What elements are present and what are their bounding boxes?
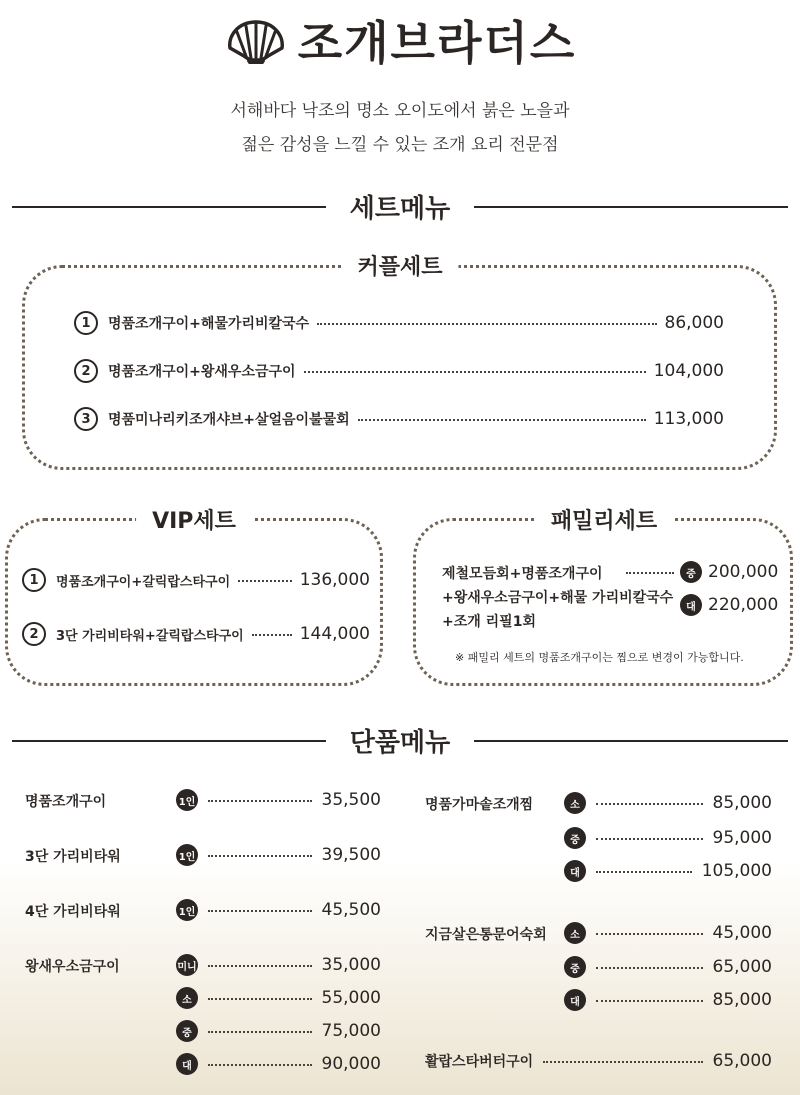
item-price: 113,000 xyxy=(653,409,724,429)
set-menu-header xyxy=(0,188,800,225)
family-set-note: ※ 패밀리 세트의 명품조개구이는 찜으로 변경이 가능합니다. xyxy=(455,651,744,664)
item-number: 2 xyxy=(22,622,46,646)
item-number: 1 xyxy=(22,568,46,592)
dot-leader xyxy=(596,933,703,935)
single-price: 85,000 xyxy=(712,793,772,813)
dot-leader xyxy=(317,323,656,325)
vip-set-title: VIP세트 xyxy=(136,504,252,535)
dot-leader xyxy=(543,1061,702,1063)
item-number: 3 xyxy=(74,407,98,431)
dot-leader xyxy=(252,634,292,636)
item-number: 1 xyxy=(74,311,98,335)
vip-set-box xyxy=(5,518,383,686)
single-price: 105,000 xyxy=(701,861,772,881)
item-name: 3단 가리비타워+갈릭랍스타구이 xyxy=(56,628,244,644)
single-price: 85,000 xyxy=(712,990,772,1010)
dot-leader xyxy=(238,580,292,582)
family-set-line: +조개 리필1회 xyxy=(442,614,536,630)
single-price: 90,000 xyxy=(321,1054,381,1074)
couple-set-title: 커플세트 xyxy=(341,250,458,281)
family-price-row xyxy=(680,561,778,583)
size-badge: 대 xyxy=(680,594,702,616)
single-menu-title: 단품메뉴 xyxy=(349,728,451,758)
item-name: 명품조개구이+왕새우소금구이 xyxy=(108,364,296,380)
family-price: 200,000 xyxy=(708,562,779,582)
dot-leader xyxy=(208,1064,312,1066)
dot-leader xyxy=(596,967,703,969)
size-badge: 소 xyxy=(176,987,198,1009)
size-badge: 대 xyxy=(176,1053,198,1075)
shell-icon xyxy=(224,16,288,64)
couple-set-item xyxy=(74,359,724,383)
single-price-row xyxy=(176,954,381,976)
tagline-line-1: 서해바다 낙조의 명소 오이도에서 붉은 노을과 xyxy=(230,101,570,121)
single-price: 45,000 xyxy=(712,923,772,943)
size-badge: 1인 xyxy=(176,844,198,866)
single-price: 75,000 xyxy=(321,1021,381,1041)
single-price: 65,000 xyxy=(712,1051,772,1071)
dot-leader xyxy=(596,871,692,873)
set-menu-title: 세트메뉴 xyxy=(349,194,451,224)
single-item-name: 왕새우소금구이 xyxy=(25,959,120,975)
item-price: 144,000 xyxy=(299,624,370,644)
divider xyxy=(474,206,788,208)
item-name: 명품조개구이+갈릭랍스타구이 xyxy=(56,574,231,590)
single-price: 55,000 xyxy=(321,988,381,1008)
single-item-name: 3단 가리비타워 xyxy=(25,849,121,865)
single-price-row xyxy=(564,860,772,882)
vip-set-item xyxy=(22,622,370,646)
dot-leader xyxy=(208,910,312,912)
single-price-row xyxy=(176,1020,381,1042)
size-badge: 1인 xyxy=(176,899,198,921)
single-item-name: 명품조개구이 xyxy=(25,794,107,810)
family-set-title: 패밀리세트 xyxy=(535,504,673,535)
dot-leader xyxy=(208,800,312,802)
family-price: 220,000 xyxy=(708,595,779,615)
family-price-row xyxy=(680,594,778,616)
family-set-line: 제철모듬회+명품조개구이 xyxy=(442,566,603,582)
brand-name: 조개브라더스 xyxy=(297,16,577,70)
single-price: 35,500 xyxy=(321,790,381,810)
item-price: 104,000 xyxy=(653,361,724,381)
size-badge: 중 xyxy=(564,827,586,849)
size-badge: 미니 xyxy=(176,954,198,976)
single-price: 95,000 xyxy=(712,828,772,848)
tagline-line-2: 젊은 감성을 느낄 수 있는 조개 요리 전문점 xyxy=(241,135,559,155)
item-name: 명품미나리키조개샤브+살얼음이불물회 xyxy=(108,412,350,428)
single-price-row xyxy=(564,792,772,814)
item-number: 2 xyxy=(74,359,98,383)
size-badge: 중 xyxy=(564,956,586,978)
size-badge: 대 xyxy=(564,860,586,882)
couple-set-item xyxy=(74,407,724,431)
single-item-name: 활랍스타버터구이 xyxy=(425,1054,534,1070)
dot-leader xyxy=(596,838,703,840)
single-price-row xyxy=(564,989,772,1011)
dot-leader xyxy=(358,419,646,421)
dot-leader xyxy=(626,572,674,574)
single-item-name: 4단 가리비타워 xyxy=(25,904,121,920)
single-price-row xyxy=(176,1053,381,1075)
size-badge: 소 xyxy=(564,922,586,944)
family-set-line: +왕새우소금구이+해물 가리비칼국수 xyxy=(442,590,674,606)
single-price-row xyxy=(425,1051,772,1071)
single-price-row xyxy=(176,844,381,866)
divider xyxy=(474,740,788,742)
dot-leader xyxy=(304,371,646,373)
dot-leader xyxy=(208,855,312,857)
single-price: 35,000 xyxy=(321,955,381,975)
single-price-row xyxy=(564,827,772,849)
single-item-name: 지금살은통문어숙회 xyxy=(425,927,547,943)
item-name: 명품조개구이+해물가리비칼국수 xyxy=(108,316,310,332)
single-price-row xyxy=(564,956,772,978)
size-badge: 중 xyxy=(680,561,702,583)
single-price-row xyxy=(176,899,381,921)
dot-leader xyxy=(208,965,312,967)
single-item-name: 명품가마솥조개찜 xyxy=(425,797,534,813)
brand-header xyxy=(0,10,800,70)
divider xyxy=(12,740,326,742)
dot-leader xyxy=(596,803,703,805)
single-price-row xyxy=(564,922,772,944)
couple-set-item xyxy=(74,311,724,335)
size-badge: 소 xyxy=(564,792,586,814)
single-menu-header xyxy=(0,722,800,759)
size-badge: 대 xyxy=(564,989,586,1011)
dot-leader xyxy=(208,1031,312,1033)
size-badge: 중 xyxy=(176,1020,198,1042)
divider xyxy=(12,206,326,208)
item-price: 86,000 xyxy=(664,313,724,333)
single-price-row xyxy=(176,987,381,1009)
vip-set-item xyxy=(22,568,370,592)
single-price-row xyxy=(176,789,381,811)
single-price: 65,000 xyxy=(712,957,772,977)
single-price: 45,500 xyxy=(321,900,381,920)
size-badge: 1인 xyxy=(176,789,198,811)
dot-leader xyxy=(596,1000,703,1002)
single-price: 39,500 xyxy=(321,845,381,865)
dot-leader xyxy=(208,998,312,1000)
item-price: 136,000 xyxy=(299,570,370,590)
